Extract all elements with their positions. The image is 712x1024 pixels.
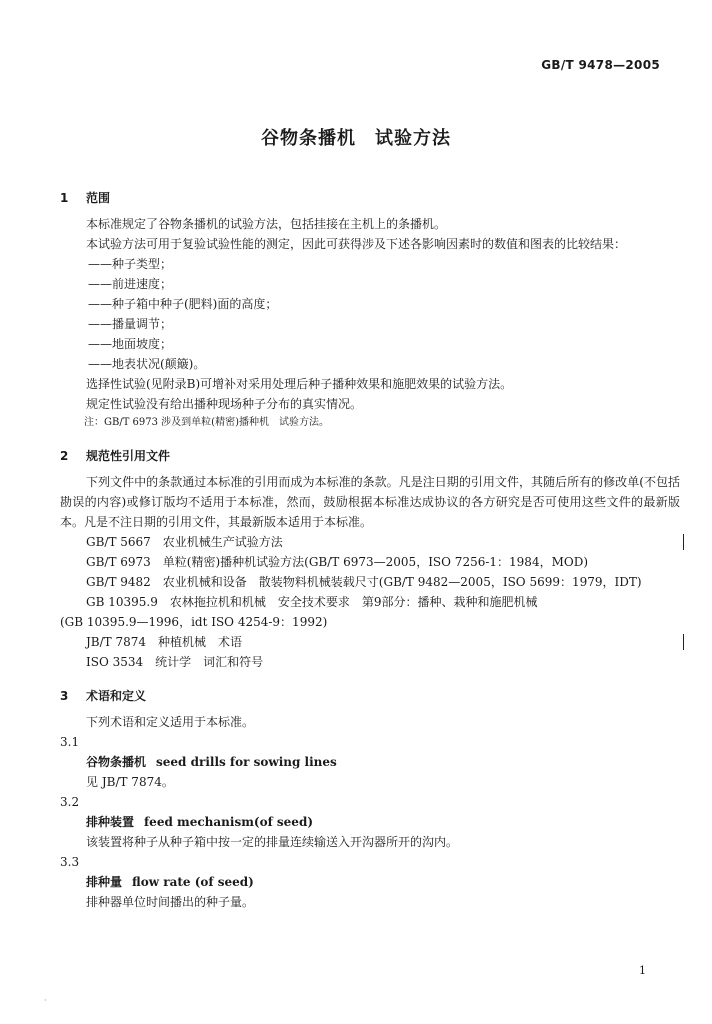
- section-number: 2: [60, 449, 69, 463]
- term-zh: 排种装置: [86, 815, 135, 829]
- paragraph: 下列术语和定义适用于本标准。: [86, 715, 255, 729]
- section-2-heading: [60, 446, 680, 466]
- list-item: ——地表状况(颠簸)。: [88, 357, 206, 371]
- term-number: 3.3: [60, 855, 80, 869]
- term-definition: 见 JB/T 7874。: [86, 775, 174, 789]
- section-title: 范围: [86, 191, 111, 205]
- document-body: [60, 184, 680, 912]
- list-item: ——种子箱中种子(肥料)面的高度；: [88, 297, 278, 311]
- page-number: 1: [639, 964, 646, 977]
- change-bar: [683, 534, 684, 550]
- term-en: seed drills for sowing lines: [156, 755, 337, 769]
- paragraph: 本试验方法可用于复验试验性能的测定，因此可获得涉及下述各影响因素时的数值和图表的比较结果：: [86, 237, 627, 251]
- reference-text: GB/T 5667 农业机械生产试验方法: [86, 535, 283, 549]
- term-entry: [60, 812, 680, 832]
- term-number: 3.2: [60, 795, 80, 809]
- reference-item: GB 10395.9 农林拖拉机和机械 安全技术要求 第9部分：播种、栽种和施肥机械: [86, 595, 538, 609]
- term-definition: 该装置将种子从种子箱中按一定的排量连续输送入开沟器所开的沟内。: [86, 835, 459, 849]
- section-title: 术语和定义: [86, 689, 147, 703]
- term-number: 3.1: [60, 735, 80, 749]
- list-item: ——地面坡度；: [88, 337, 173, 351]
- paragraph: 本标准规定了谷物条播机的试验方法，包括挂接在主机上的条播机。: [86, 217, 447, 231]
- term-en: feed mechanism(of seed): [144, 815, 314, 829]
- paragraph: 规定性试验没有给出播种现场种子分布的真实情况。: [86, 397, 363, 411]
- list-item: ——播量调节；: [88, 317, 173, 331]
- term-entry: [60, 872, 680, 892]
- document-title: 谷物条播机 试验方法: [261, 128, 451, 149]
- section-title: 规范性引用文件: [86, 449, 171, 463]
- reference-text: JB/T 7874 种植机械 术语: [86, 635, 243, 649]
- section-3-heading: [60, 686, 680, 706]
- list-item: ——前进速度；: [88, 277, 173, 291]
- term-zh: 排种量: [86, 875, 123, 889]
- reference-item: [60, 532, 680, 552]
- section-1-heading: [60, 188, 680, 208]
- scan-speck: ·: [44, 996, 47, 1005]
- reference-item: GB/T 6973 单粒(精密)播种机试验方法(GB/T 6973—2005，ISO 7256-1：1984，MOD): [86, 555, 589, 569]
- term-definition: 排种器单位时间播出的种子量。: [86, 895, 255, 909]
- reference-item: GB/T 9482 农业机械和设备 散装物料机械装载尺寸(GB/T 9482—2005，ISO 5699：1979，IDT): [86, 575, 642, 589]
- paragraph: 选择性试验(见附录B)可增补对采用处理后种子播种效果和施肥效果的试验方法。: [86, 377, 513, 391]
- term-en: flow rate (of seed): [132, 875, 254, 889]
- list-item: ——种子类型；: [88, 257, 173, 271]
- standard-code: GB/T 9478—2005: [541, 58, 660, 72]
- reference-item: ISO 3534 统计学 词汇和符号: [86, 655, 264, 669]
- change-bar: [683, 634, 684, 650]
- note: 注：GB/T 6973 涉及到单粒(精密)播种机 试验方法。: [84, 417, 329, 428]
- term-zh: 谷物条播机: [86, 755, 147, 769]
- section-number: 1: [60, 191, 69, 205]
- section-number: 3: [60, 689, 69, 703]
- reference-continuation: (GB 10395.9—1996，idt ISO 4254-9：1992): [60, 615, 328, 629]
- reference-item: [60, 632, 680, 652]
- paragraph: 下列文件中的条款通过本标准的引用而成为本标准的条款。凡是注日期的引用文件，其随后所有的修改单(不包括勘误的内容)或修订版均不适用于本标准，然而，鼓励根据本标准达成协议的各方研究是否可使用这些文件的最新版本。凡是不注日期的引用文件，其最新版本适用于本标准。: [60, 475, 680, 529]
- term-entry: [60, 752, 680, 772]
